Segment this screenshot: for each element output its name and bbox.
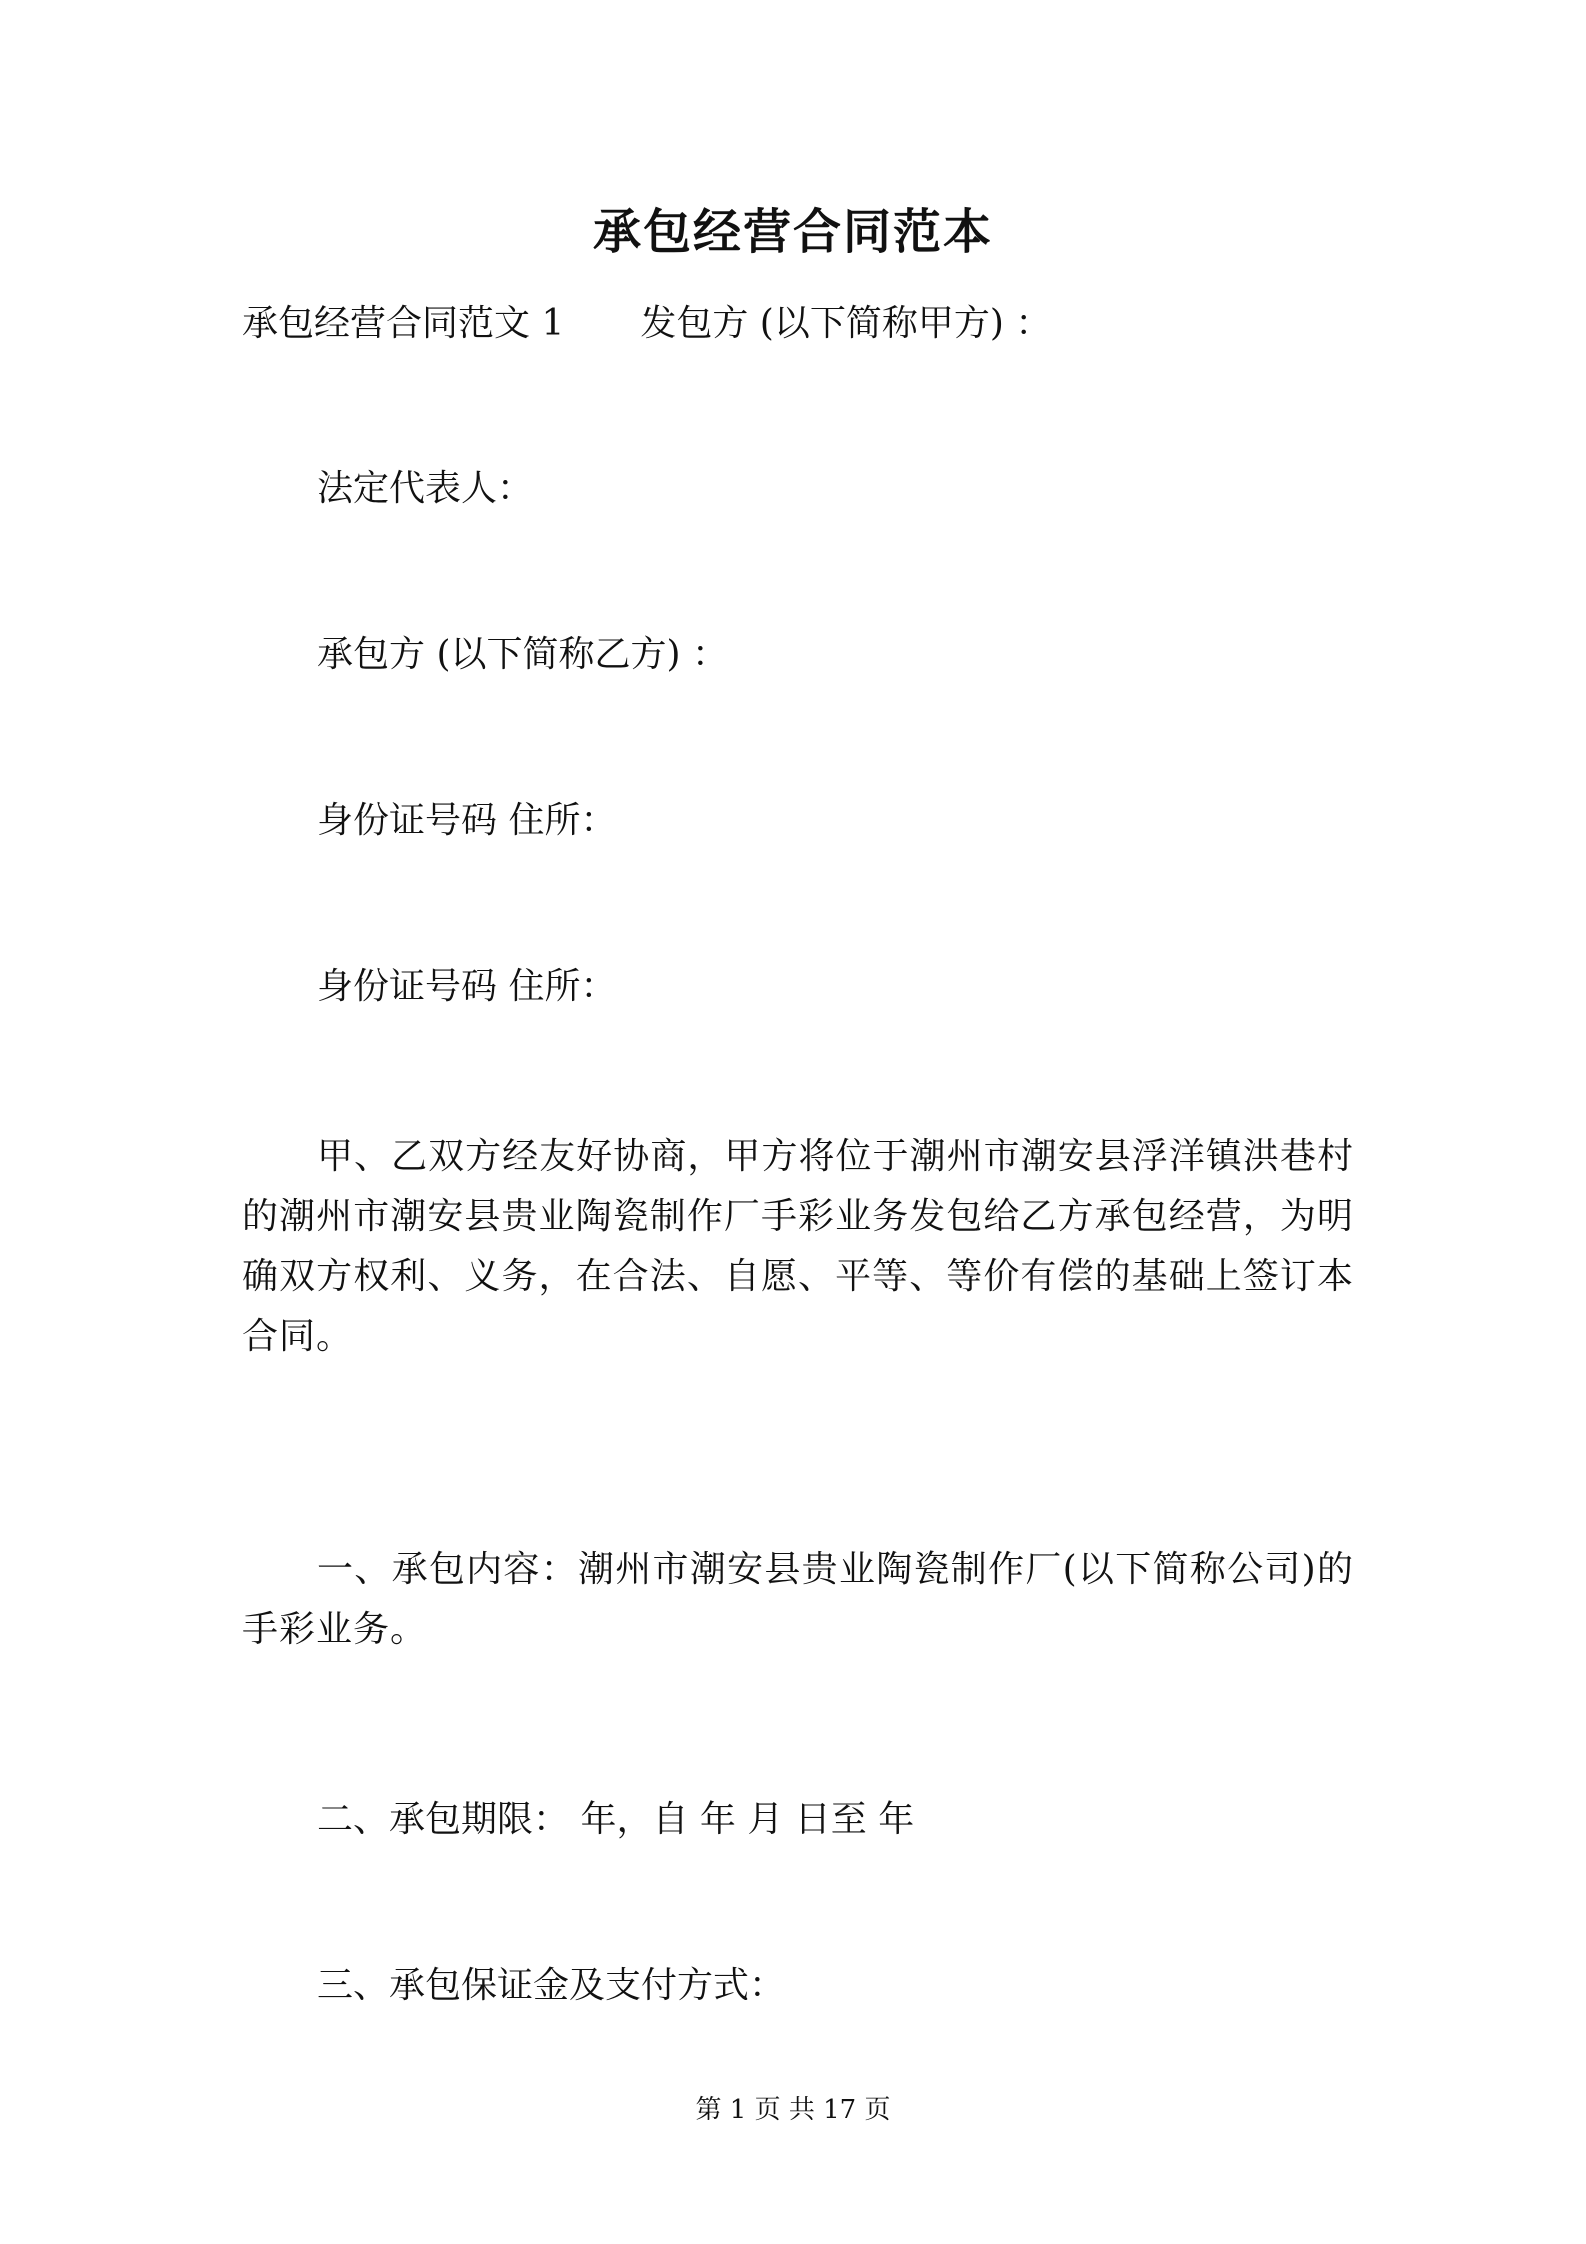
party-a-label: 发包方 (以下简称甲方) ： (640, 303, 1052, 344)
document-title: 承包经营合同范本 (592, 204, 993, 260)
intro-paragraph: 甲、乙双方经友好协商，甲方将位于潮州市潮安县浮洋镇洪巷村的潮州市潮安县贵业陶瓷制作厂手彩业务发包给乙方承包经营，为明确双方权利、义务，在合法、自愿、平等、等价有偿的基础上签订本合同。 (242, 1136, 1354, 1357)
clause-2-term: 二、承包期限： 年，自 年 月 日至 年 (317, 1799, 915, 1840)
legal-representative-line: 法定代表人： (317, 468, 534, 509)
id-address-line-2: 身份证号码 住所： (317, 966, 617, 1007)
clause-1-content: 一、承包内容：潮州市潮安县贵业陶瓷制作厂(以下简称公司)的手彩业务。 (242, 1549, 1354, 1650)
id-address-line-1: 身份证号码 住所： (317, 800, 617, 841)
party-b-line: 承包方 (以下简称乙方) ： (317, 634, 728, 675)
page-number-footer: 第 1 页 共 17 页 (695, 2095, 891, 2125)
heading-line (242, 300, 1051, 348)
clause-3-deposit: 三、承包保证金及支付方式： (317, 1965, 786, 2006)
contract-sample-label: 承包经营合同范文 1 (242, 303, 565, 344)
